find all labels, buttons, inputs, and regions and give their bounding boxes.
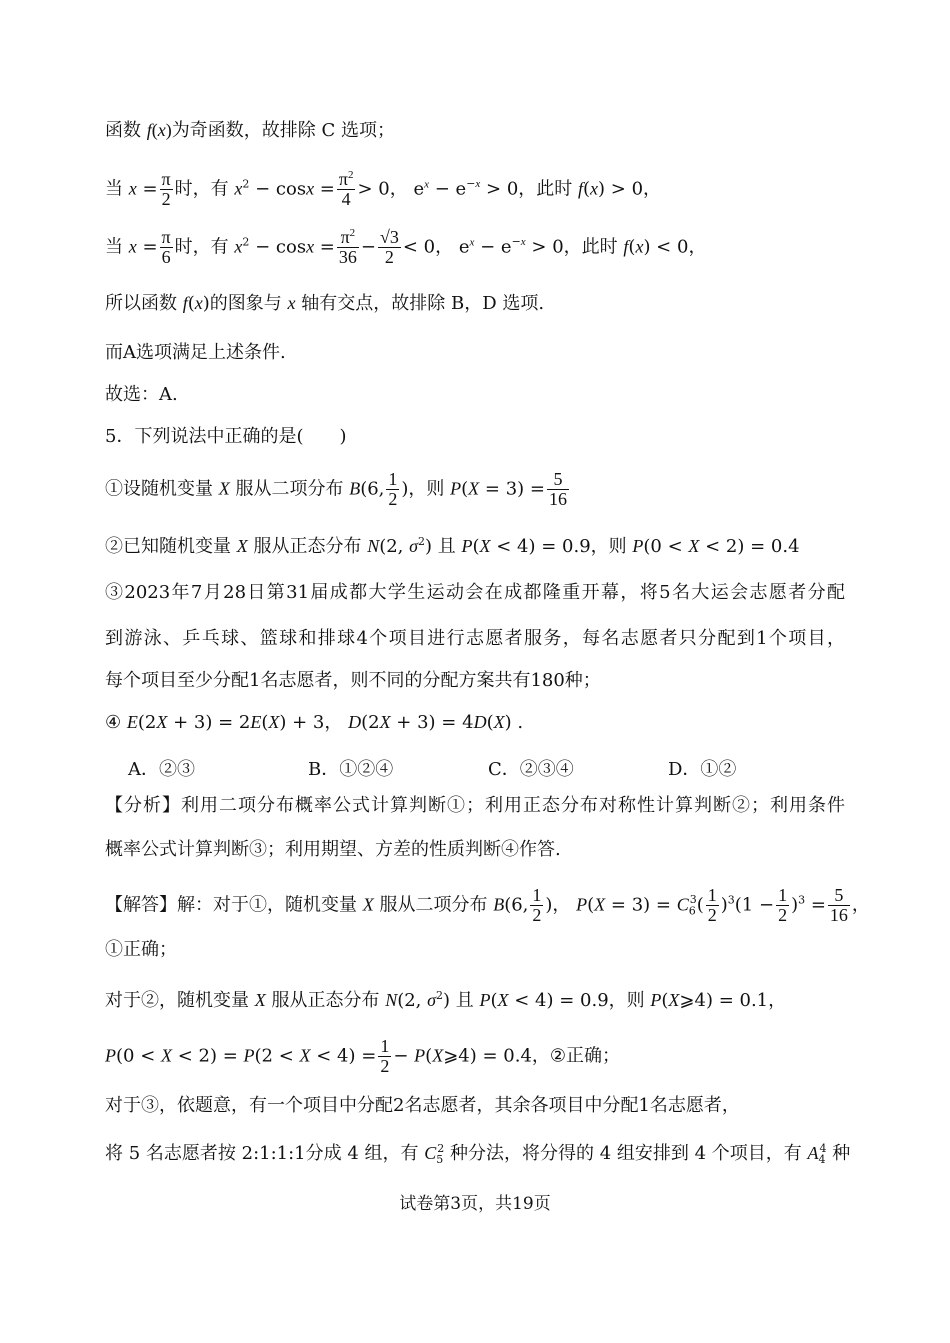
text-line: 每个项目至少分配1名志愿者，则不同的分配方案共有180种； [105,670,601,691]
solution-line: 将 5 名志愿者按 2:1:1:1分成 4 组，有 $C_5^2$ 种分法，将分得的 4 组安排到 4 个项目，有 $A_4^4$ 种 [105,1142,851,1166]
statement-3: ③2023年7月28日第31届成都大学生运动会在成都隆重开幕，将5名大运会志愿者分配 [105,582,845,603]
option-b: B．①②④ [308,759,394,780]
analysis-line: 【分析】利用二项分布概率公式计算判断①；利用正态分布对称性计算判断②；利用条件 [105,795,845,816]
option-a: A．②③ [128,759,195,780]
text-line: 到游泳、乒乓球、篮球和排球4个项目进行志愿者服务，每名志愿者只分配到1个项目， [105,628,845,649]
text-line: 当 x = $\frac{\pi}{2}$ 时，有 $x^2 - \cos x$ = $\frac{\pi^2}{4}$ > 0， $e^x - e^{-x} > 0$，此时 f(x) > 0， [105,169,662,209]
solution-line: P(0 < X < 2) = P(2 < X < 4) = $\frac{1}{2}$ − P(X⩾4) = 0.4，②正确； [105,1036,621,1076]
analysis-line: 概率公式计算判断③；利用期望、方差的性质判断④作答. [105,839,561,860]
solution-line: 【解答】解：对于①，随机变量 X 服从二项分布 B(6, $\frac{1}{2}$ )， $P(X = 3) = C_6^3$( $\frac{1}{2}$ )$^3$(1 − $\frac{1}{2}$ )$^3$ = $\frac{5}{16}$ ， [105,885,870,925]
solution-line: 对于②，随机变量 X 服从正态分布 N(2, $\sigma^2$) 且 P(X < 4) = 0.9，则 P(X⩾4) = 0.1， [105,989,787,1011]
option-c: C．②③④ [488,759,574,780]
text-line: 所以函数 f(x)的图象与 x 轴有交点，故排除 B，D 选项. [105,293,545,314]
statement-2: ②已知随机变量 X 服从正态分布 N(2, $\sigma^2$) 且 P(X < 4) = 0.9，则 P(0 < X < 2) = 0.4 [105,535,800,557]
solution-line: 对于③，依题意，有一个项目中分配2名志愿者，其余各项目中分配1名志愿者， [105,1095,740,1116]
statement-4: ④ E(2X + 3) = 2E(X) + 3， D(2X + 3) = 4D(X) . [105,712,524,733]
question-title: 5．下列说法中正确的是( ) [105,426,347,447]
text-line: 故选：A. [105,384,178,405]
page-footer: 试卷第3页，共19页 [399,1194,551,1214]
option-d: D．①② [668,759,737,780]
text-line: 当 x = $\frac{\pi}{6}$ 时，有 $x^2 - \cos x$ = $\frac{\pi^2}{36}$ − $\frac{√3}{2}$ < 0， $e^x - e^{-x} > 0$，此时 f(x) < 0， [105,227,707,267]
text-line: 而A选项满足上述条件. [105,342,286,363]
text-line: 函数 f(x)为奇函数，故排除 C 选项； [105,120,395,141]
statement-1: ①设随机变量 X 服从二项分布 B(6, $\frac{1}{2}$ )，则 P(X = 3) = $\frac{5}{16}$ [105,469,567,509]
solution-line: ①正确； [105,939,177,960]
answer-options [128,755,848,781]
